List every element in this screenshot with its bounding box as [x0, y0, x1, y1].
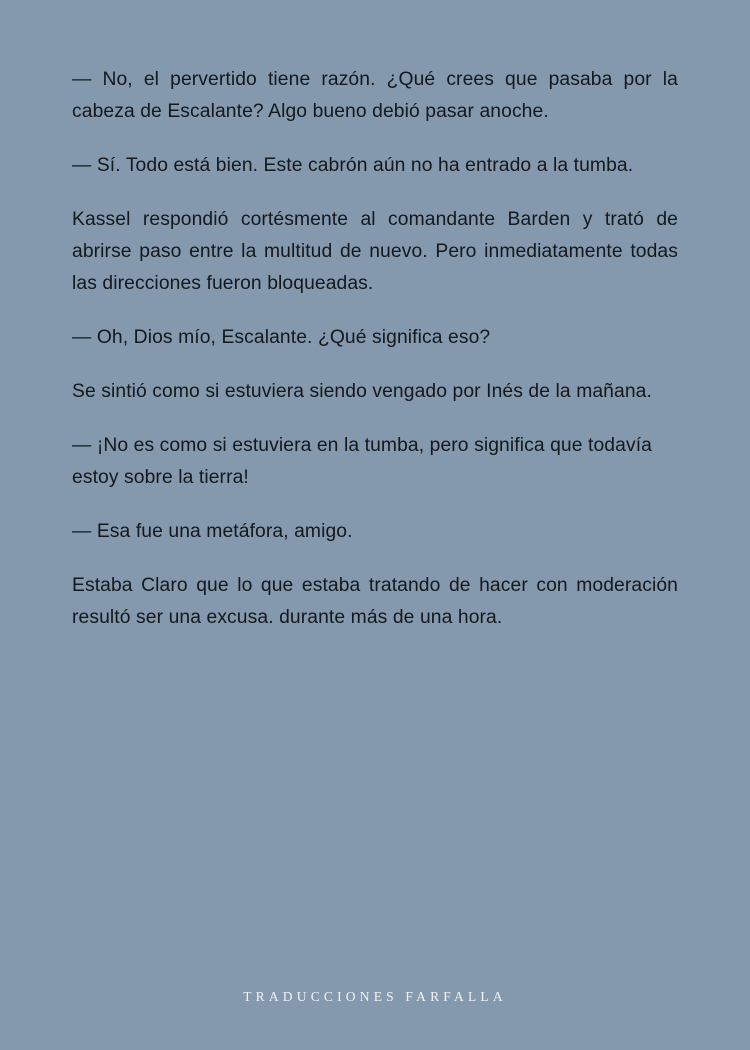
page-footer: [0, 988, 750, 1006]
paragraph: — ¡No es como si estuviera en la tumba, pero significa que todavía estoy sobre la tierra!: [72, 435, 652, 488]
paragraph: — Sí. Todo está bien. Este cabrón aún no ha entrado a la tumba.: [72, 155, 634, 176]
document-body: [72, 64, 678, 656]
paragraph: — No, el pervertido tiene razón. ¿Qué crees que pasaba por la cabeza de Escalante? Algo bueno debió pasar anoche.: [72, 69, 678, 122]
paragraph: — Oh, Dios mío, Escalante. ¿Qué significa eso?: [72, 327, 491, 348]
paragraph: Se sintió como si estuviera siendo vengado por Inés de la mañana.: [72, 381, 652, 402]
paragraph: Estaba Claro que lo que estaba tratando de hacer con moderación resultó ser una excusa. durante más de una hora.: [72, 575, 678, 628]
paragraph: — Esa fue una metáfora, amigo.: [72, 521, 353, 542]
translation-credit: TRADUCCIONES FARFALLA: [243, 989, 507, 1004]
paragraph: Kassel respondió cortésmente al comandante Barden y trató de abrirse paso entre la multitud de nuevo. Pero inmediatamente todas las direcciones fueron bloqueadas.: [72, 209, 678, 294]
